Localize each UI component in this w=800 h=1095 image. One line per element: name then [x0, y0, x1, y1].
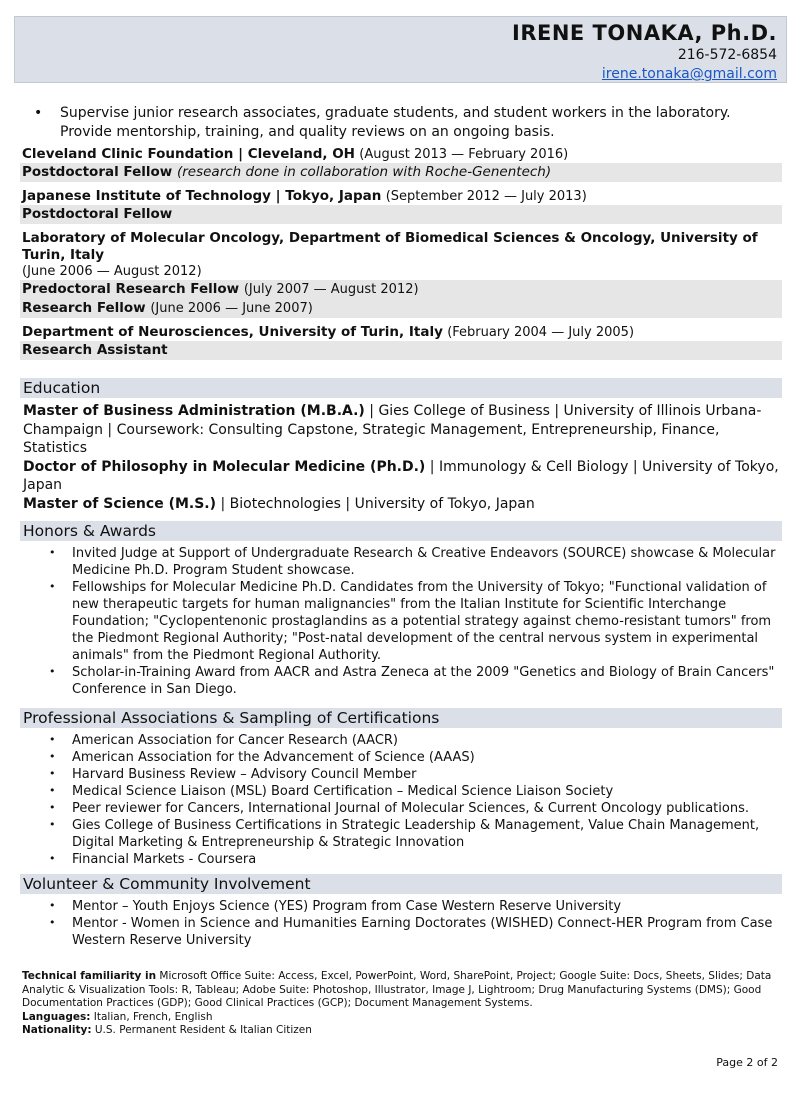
list-item: • Scholar-in-Training Award from AACR and Astra Zeneca at the 2009 "Genetics and Biology of Brain Cancers" Conference in San Diego.: [72, 664, 782, 698]
job-role: Research Fellow (June 2006 — June 2007): [20, 299, 782, 318]
section-title-associations: Professional Associations & Sampling of Certifications: [20, 708, 782, 728]
associations-list: [20, 732, 782, 868]
section-title-education: Education: [20, 378, 782, 398]
job-role: Research Assistant: [20, 341, 782, 360]
list-item: • Gies College of Business Certifications in Strategic Leadership & Management, Value Chain Management, Digital Marketing & Entrepreneurship & Strategic Innovation: [72, 817, 782, 851]
job-dates: (September 2012 — July 2013): [385, 189, 587, 204]
section-title-volunteer: Volunteer & Community Involvement: [20, 874, 782, 894]
bullet-icon: •: [34, 105, 43, 121]
job-entry-japanese-institute: [20, 188, 782, 224]
list-item: • American Association for the Advancement of Science (AAAS): [72, 749, 782, 766]
education-item: Master of Business Administration (M.B.A.) | Gies College of Business | University of Illinois Urbana-Champaign | Coursework: Consulting Capstone, Strategic Management, Entrepreneurship, Finance, Statistics: [23, 403, 762, 456]
languages: Languages: Italian, French, English: [22, 1010, 213, 1023]
candidate-name: IRENE TONAKA, Ph.D.: [512, 21, 777, 45]
job-role: Postdoctoral Fellow: [20, 205, 782, 224]
list-item: • Fellowships for Molecular Medicine Ph.D. Candidates from the University of Tokyo; "Functional validation of new therapeutic targets for human malignancies" from the Italian Institute for Scientific Interchange Foundation; "Cyclopentenonic prostaglandins as a potential strategy against chemo-resistant tumors" from the Piedmont Regional Authority; "Post-natal development of the central nervous system in experimental animals" from the Piedmont Regional Authority.: [72, 579, 782, 664]
page-number: Page 2 of 2: [716, 1056, 778, 1069]
list-item: • Mentor – Youth Enjoys Science (YES) Program from Case Western Reserve University: [72, 898, 782, 915]
resume-footer: [22, 970, 782, 1038]
list-item: • Peer reviewer for Cancers, International Journal of Molecular Sciences, & Current Oncology publications.: [72, 800, 782, 817]
job-role-note: (research done in collaboration with Roche-Genentech): [176, 164, 552, 180]
resume-body: [20, 104, 782, 953]
job-role: Postdoctoral Fellow (research done in collaboration with Roche-Genentech): [20, 163, 782, 182]
job-entry-turin-oncology: [20, 230, 782, 318]
continued-bullet: [20, 104, 782, 142]
job-entry-cleveland: [20, 146, 782, 182]
job-org: Laboratory of Molecular Oncology, Department of Biomedical Sciences & Oncology, University of Turin, Italy: [22, 230, 758, 263]
job-entry-turin-neurosciences: [20, 324, 782, 360]
nationality: Nationality: U.S. Permanent Resident & Italian Citizen: [22, 1024, 312, 1036]
list-item: • Medical Science Liaison (MSL) Board Certification – Medical Science Liaison Society: [72, 783, 782, 800]
job-org: Japanese Institute of Technology | Tokyo, Japan (September 2012 — July 2013): [22, 188, 587, 204]
phone-number: 216-572-6854: [677, 47, 777, 63]
section-title-honors: Honors & Awards: [20, 521, 782, 541]
bullet-text: Supervise junior research associates, graduate students, and student workers in the laboratory. Provide mentorship, training, and quality reviews on an ongoing basis.: [60, 105, 731, 140]
list-item: • Financial Markets - Coursera: [72, 851, 782, 868]
list-item: • Invited Judge at Support of Undergraduate Research & Creative Endeavors (SOURCE) showcase & Molecular Medicine Ph.D. Program Student showcase.: [72, 545, 782, 579]
job-dates: (June 2006 — August 2012): [22, 264, 202, 279]
education-item: Master of Science (M.S.) | Biotechnologies | University of Tokyo, Japan: [23, 495, 535, 512]
honors-list: [20, 545, 782, 698]
email-link[interactable]: irene.tonaka@gmail.com: [601, 66, 777, 82]
volunteer-list: [20, 898, 782, 949]
resume-header: [14, 16, 787, 83]
technical-skills: Technical familiarity in Microsoft Office Suite: Access, Excel, PowerPoint, Word, SharePoint, Project; Google Suite: Docs, Sheets, Slides; Data Analytic & Visualization Tools: R, Tableau; Adobe Suite: Photoshop, Illustrator, Image J, Lightroom; Drug Manufacturing Systems (DMS); Good Documentation Practices (GDP); Good Clinical Practices (GCP); Document Management Systems.: [22, 970, 772, 1009]
list-item: • American Association for Cancer Research (AACR): [72, 732, 782, 749]
list-item: • Harvard Business Review – Advisory Council Member: [72, 766, 782, 783]
job-role: Predoctoral Research Fellow (July 2007 — August 2012): [20, 280, 782, 299]
job-dates: (August 2013 — February 2016): [359, 147, 569, 162]
list-item: • Mentor - Women in Science and Humanities Earning Doctorates (WISHED) Connect-HER Program from Case Western Reserve University: [72, 915, 782, 949]
education-item: Doctor of Philosophy in Molecular Medicine (Ph.D.) | Immunology & Cell Biology | University of Tokyo, Japan: [23, 458, 779, 493]
job-org: Department of Neurosciences, University of Turin, Italy (February 2004 — July 2005): [22, 324, 635, 340]
job-org: Cleveland Clinic Foundation | Cleveland, OH (August 2013 — February 2016): [22, 146, 569, 162]
job-dates: (February 2004 — July 2005): [447, 325, 635, 340]
